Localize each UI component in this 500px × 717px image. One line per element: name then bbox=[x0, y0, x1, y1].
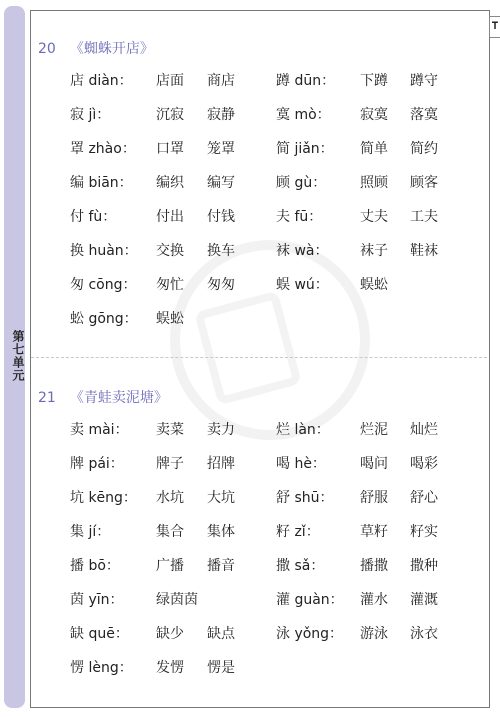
character-pinyin: 寞 mò： bbox=[276, 107, 331, 123]
vocab-word: 简约 bbox=[410, 141, 438, 157]
character-pinyin: 蹲 dūn： bbox=[276, 73, 336, 89]
vocab-word: 袜子 bbox=[360, 243, 388, 259]
vocab-word: 交换 bbox=[156, 243, 184, 259]
character-pinyin: 泳 yǒng： bbox=[276, 626, 344, 642]
character-pinyin: 夫 fū： bbox=[276, 209, 323, 225]
vocab-row bbox=[0, 309, 500, 329]
vocab-word: 草籽 bbox=[360, 524, 388, 540]
vocab-word: 丈夫 bbox=[360, 209, 388, 225]
vocab-row bbox=[0, 624, 500, 644]
vocab-word: 灿烂 bbox=[410, 422, 438, 438]
vocab-row bbox=[0, 420, 500, 440]
character-pinyin: 卖 mài： bbox=[70, 422, 129, 438]
vocab-word: 喝彩 bbox=[410, 456, 438, 472]
vocab-word: 沉寂 bbox=[156, 107, 184, 123]
vocab-word: 大坑 bbox=[207, 490, 235, 506]
vocab-word: 灌溉 bbox=[410, 592, 438, 608]
vocab-word: 水坑 bbox=[156, 490, 184, 506]
vocab-word: 照顾 bbox=[360, 175, 388, 191]
vocab-row bbox=[0, 522, 500, 542]
vocab-word: 匆匆 bbox=[207, 277, 235, 293]
vocab-word: 播撒 bbox=[360, 558, 388, 574]
character-pinyin: 袜 wà： bbox=[276, 243, 329, 259]
vocab-word: 泳衣 bbox=[410, 626, 438, 642]
vocab-word: 顾客 bbox=[410, 175, 438, 191]
character-pinyin: 喝 hè： bbox=[276, 456, 326, 472]
character-pinyin: 付 fù： bbox=[70, 209, 117, 225]
vocab-row bbox=[0, 241, 500, 261]
vocab-word: 口罩 bbox=[156, 141, 184, 157]
character-pinyin: 烂 làn： bbox=[276, 422, 330, 438]
vocab-row bbox=[0, 207, 500, 227]
vocab-row bbox=[0, 173, 500, 193]
vocab-word: 寂寞 bbox=[360, 107, 388, 123]
character-pinyin: 坑 kēng： bbox=[70, 490, 137, 506]
vocab-word: 发愣 bbox=[156, 660, 184, 676]
vocab-word: 烂泥 bbox=[360, 422, 388, 438]
vocab-word: 游泳 bbox=[360, 626, 388, 642]
vocab-word: 编写 bbox=[207, 175, 235, 191]
vocab-word: 蜈蚣 bbox=[360, 277, 388, 293]
unit-label: 第七单元 bbox=[11, 330, 25, 382]
vocab-word: 换车 bbox=[207, 243, 235, 259]
vocab-word: 愣是 bbox=[207, 660, 235, 676]
character-pinyin: 蜈 wú： bbox=[276, 277, 329, 293]
section-title bbox=[38, 387, 168, 407]
character-pinyin: 罩 zhào： bbox=[70, 141, 136, 157]
vocab-word: 缺少 bbox=[156, 626, 184, 642]
vocab-word: 蜈蚣 bbox=[156, 311, 184, 327]
vocab-row bbox=[0, 71, 500, 91]
vocab-word: 工夫 bbox=[410, 209, 438, 225]
character-pinyin: 匆 cōng： bbox=[70, 277, 137, 293]
vocab-word: 落寞 bbox=[410, 107, 438, 123]
character-pinyin: 换 huàn： bbox=[70, 243, 138, 259]
vocab-word: 舒心 bbox=[410, 490, 438, 506]
vocab-word: 付钱 bbox=[207, 209, 235, 225]
vocab-word: 集体 bbox=[207, 524, 235, 540]
character-pinyin: 舒 shū： bbox=[276, 490, 334, 506]
section-number: 21 bbox=[38, 390, 56, 406]
character-pinyin: 茵 yīn： bbox=[70, 592, 124, 608]
vocab-row bbox=[0, 139, 500, 159]
corner-tab: 𝐓 bbox=[489, 16, 500, 38]
vocab-row bbox=[0, 275, 500, 295]
vocab-word: 牌子 bbox=[156, 456, 184, 472]
vocab-row bbox=[0, 488, 500, 508]
vocab-word: 商店 bbox=[207, 73, 235, 89]
vocab-row bbox=[0, 658, 500, 678]
vocab-word: 笼罩 bbox=[207, 141, 235, 157]
character-pinyin: 简 jiǎn： bbox=[276, 141, 334, 157]
vocab-word: 舒服 bbox=[360, 490, 388, 506]
vocab-word: 编织 bbox=[156, 175, 184, 191]
vocab-word: 播音 bbox=[207, 558, 235, 574]
character-pinyin: 牌 pái： bbox=[70, 456, 124, 472]
vocab-word: 蹲守 bbox=[410, 73, 438, 89]
vocab-word: 卖菜 bbox=[156, 422, 184, 438]
vocab-row bbox=[0, 105, 500, 125]
vocab-word: 店面 bbox=[156, 73, 184, 89]
character-pinyin: 籽 zǐ： bbox=[276, 524, 320, 540]
vocab-word: 下蹲 bbox=[360, 73, 388, 89]
vocab-word: 广播 bbox=[156, 558, 184, 574]
vocab-word: 寂静 bbox=[207, 107, 235, 123]
vocab-word: 籽实 bbox=[410, 524, 438, 540]
vocab-word: 喝问 bbox=[360, 456, 388, 472]
vocab-word: 简单 bbox=[360, 141, 388, 157]
section-number: 20 bbox=[38, 41, 56, 57]
vocab-word: 撒种 bbox=[410, 558, 438, 574]
vocab-word: 绿茵茵 bbox=[156, 592, 198, 608]
vocab-row bbox=[0, 454, 500, 474]
section-title bbox=[38, 38, 154, 58]
character-pinyin: 顾 gù： bbox=[276, 175, 327, 191]
vocab-word: 灌水 bbox=[360, 592, 388, 608]
vocab-word: 付出 bbox=[156, 209, 184, 225]
character-pinyin: 撒 sǎ： bbox=[276, 558, 325, 574]
vocab-word: 鞋袜 bbox=[410, 243, 438, 259]
vocab-row bbox=[0, 590, 500, 610]
character-pinyin: 寂 jì： bbox=[70, 107, 111, 123]
vocab-word: 集合 bbox=[156, 524, 184, 540]
vocab-word: 匆忙 bbox=[156, 277, 184, 293]
vocab-word: 卖力 bbox=[207, 422, 235, 438]
character-pinyin: 愣 lèng： bbox=[70, 660, 133, 676]
character-pinyin: 集 jí： bbox=[70, 524, 111, 540]
character-pinyin: 播 bō： bbox=[70, 558, 120, 574]
character-pinyin: 灌 guàn： bbox=[276, 592, 344, 608]
character-pinyin: 店 diàn： bbox=[70, 73, 133, 89]
section-lesson-title: 《蜘蛛开店》 bbox=[69, 41, 154, 57]
vocab-word: 招牌 bbox=[207, 456, 235, 472]
vocab-row bbox=[0, 556, 500, 576]
character-pinyin: 缺 quē： bbox=[70, 626, 129, 642]
character-pinyin: 编 biān： bbox=[70, 175, 133, 191]
character-pinyin: 蚣 gōng： bbox=[70, 311, 138, 327]
vocab-word: 缺点 bbox=[207, 626, 235, 642]
section-lesson-title: 《青蛙卖泥塘》 bbox=[69, 390, 168, 406]
section-divider bbox=[31, 357, 487, 358]
